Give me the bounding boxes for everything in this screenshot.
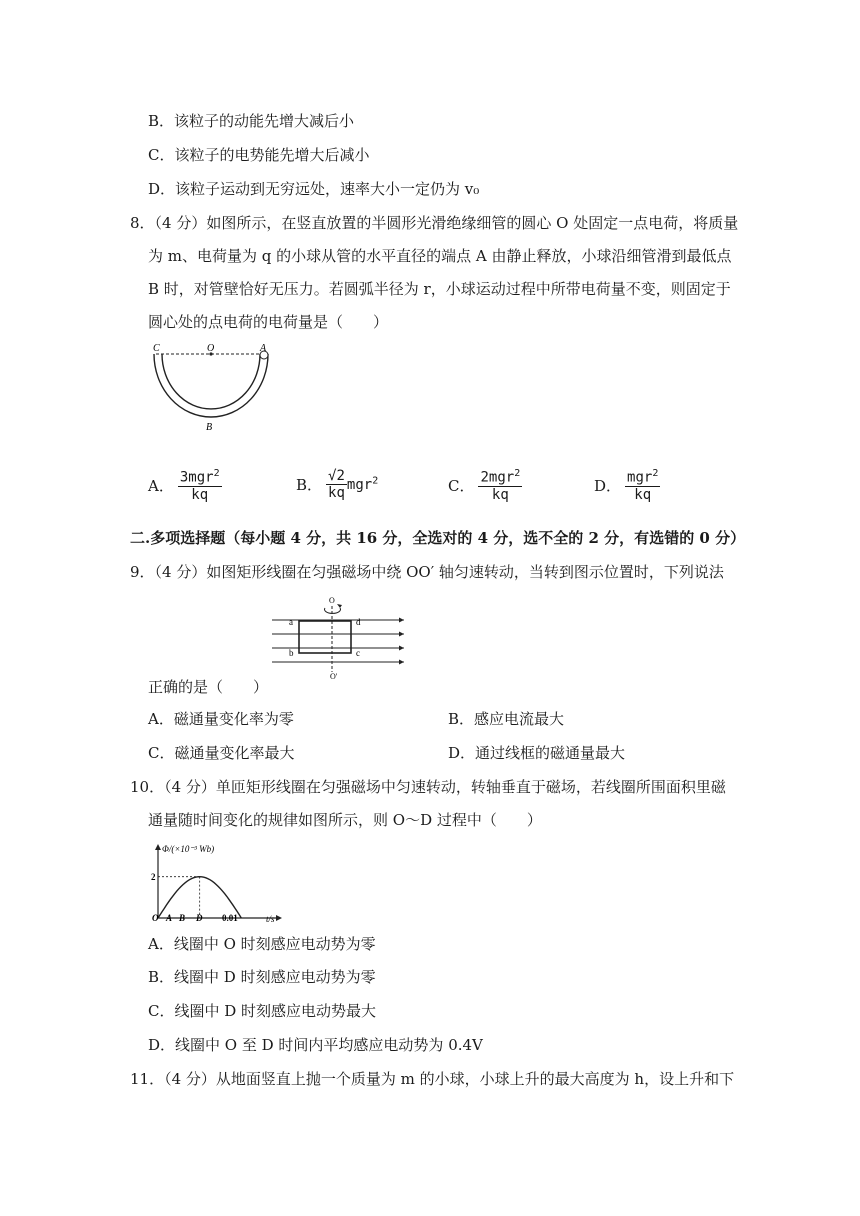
option-d-exponent: 2 [652,468,659,479]
y-axis-arrow [155,844,161,850]
q10-line-2: 通量随时间变化的规律如图所示，则 O～D 过程中（ ） [148,811,542,829]
q10-option-d: D．线圈中 O 至 D 时间内平均感应电动势为 0.4V [148,1036,483,1054]
q9-option-c: C．磁通量变化率最大 [148,744,295,762]
rotation-arrowhead [337,604,342,608]
x-tick-a: A [166,913,173,923]
q7-option-d: D．该粒子运动到无穷远处，速率大小一定仍为 v₀ [148,180,480,198]
option-d-numerator: mgr [627,469,653,486]
y-axis-label: Φ/(×10⁻³ Wb) [162,844,215,854]
label-o: O [207,343,215,354]
option-d-fraction [625,468,660,503]
q8-line-3: B 时，对管壁恰好无压力。若圆弧半径为 r，小球运动过程中所带电荷量不变，则固定于 [148,280,731,298]
q8-option-b [296,468,378,501]
label-a: A [260,343,267,354]
label-c: C [153,343,160,354]
option-c-denominator: kq [491,486,509,503]
arrow-2 [399,632,404,637]
q8-line-4: 圆心处的点电荷的电荷量是（ ） [148,313,389,331]
q9-option-b: B．感应电流最大 [448,710,565,728]
corner-label-a: a [289,617,293,627]
option-b-label: B． [296,476,323,494]
q8-option-c [448,468,522,503]
option-b-tail: mgr [346,477,373,494]
x-axis-label: t/s [266,914,275,924]
q8-line-1: 8．（4 分）如图所示，在竖直放置的半圆形光滑绝缘细管的圆心 O 处固定一点电荷，将质量 [130,214,739,232]
q9-option-a: A．磁通量变化率为零 [148,710,294,728]
option-c-fraction [478,468,522,503]
q7-option-c: C．该粒子的电势能先增大后减小 [148,146,370,164]
option-d-label: D． [594,476,622,495]
q9-option-d: D．通过线框的磁通量最大 [448,744,626,762]
q8-option-a [148,468,222,503]
option-a-label: A． [148,476,174,495]
inner-arc [162,354,260,409]
option-a-denominator: kq [191,486,209,503]
axis-label-top: O [329,596,335,605]
option-b-numerator: √2 [328,468,345,484]
q10-option-b: B．线圈中 D 时刻感应电动势为零 [148,968,376,986]
q10-option-c: C．线圈中 D 时刻感应电动势最大 [148,1002,377,1020]
arrow-4 [399,660,404,665]
q7-option-b: B．该粒子的动能先增大减后小 [148,112,355,130]
corner-label-c: c [356,648,360,658]
option-b-fraction [326,468,347,501]
option-b-exponent: 2 [372,475,379,487]
corner-label-d: d [356,617,361,627]
q11-line-1: 11．（4 分）从地面竖直上抛一个质量为 m 的小球，小球上升的最大高度为 h，设上升和下 [130,1070,735,1088]
y-tick-label: 2 [151,872,156,882]
option-b-denominator: kq [328,485,345,501]
q9-rotating-coil-figure [268,596,408,680]
x-tick-b: B [179,913,186,923]
q8-semicircle-tube-figure [148,342,278,434]
section-2-heading: 二.多项选择题（每小题 4 分，共 16 分，全选对的 4 分，选不全的 2 分，有选错的 0 分） [130,529,746,547]
q8-option-d [594,468,660,503]
q8-line-2: 为 m、电荷量为 q 的小球从管的水平直径的端点 A 由静止释放，小球沿细管滑到最低点 [148,247,732,265]
q9-line-1: 9．（4 分）如图矩形线圈在匀强磁场中绕 OO′ 轴匀速转动，当转到图示位置时，下列说法 [130,563,724,581]
option-c-label: C． [448,476,475,495]
option-c-exponent: 2 [514,468,521,479]
x-axis-arrow [276,915,282,921]
axis-label-bottom: O' [330,672,338,680]
x-tick-d: D [196,913,203,923]
option-a-numerator: 3mgr [179,469,214,486]
corner-label-b: b [289,648,294,658]
arrow-1 [399,618,404,623]
q10-flux-time-chart [148,842,284,924]
option-a-fraction [178,468,222,503]
q9-line-2: 正确的是（ ） [148,678,269,696]
option-d-denominator: kq [634,486,652,503]
option-a-exponent: 2 [213,468,220,479]
arrow-3 [399,646,404,651]
label-b: B [206,422,213,433]
x-tick-origin: O [152,913,159,923]
q10-option-a: A．线圈中 O 时刻感应电动势为零 [148,935,376,953]
option-c-numerator: 2mgr [480,469,515,486]
q10-line-1: 10．（4 分）单匝矩形线圈在匀强磁场中匀速转动，转轴垂直于磁场，若线圈所围面积里磁 [130,778,726,796]
x-tick-0-01: 0.01 [222,913,238,923]
